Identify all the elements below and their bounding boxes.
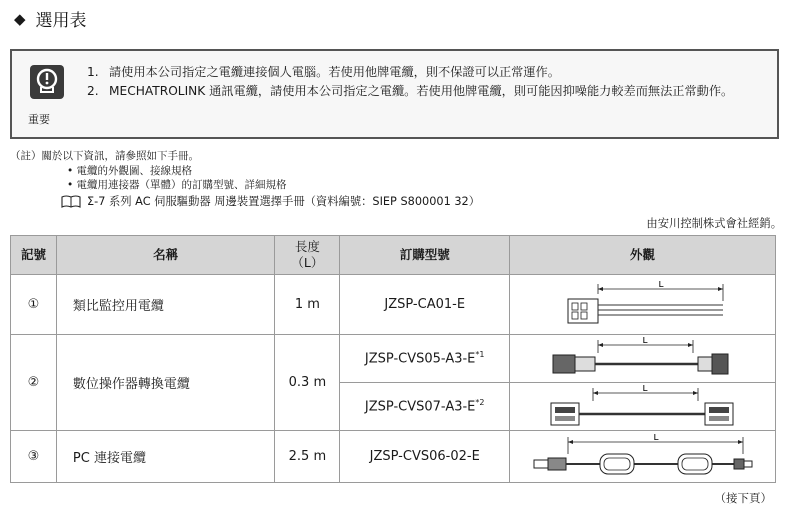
row-name: PC 連接電纜: [56, 431, 275, 483]
row-name: 數位操作器轉換電纜: [56, 335, 275, 431]
dimension-label: L: [642, 336, 648, 346]
cable-image-cell: [510, 431, 776, 483]
footnote-mark: *1: [475, 350, 485, 360]
row-length: 1 m: [275, 275, 340, 335]
pc-cable-image: [528, 434, 758, 480]
cable-image-cell: [510, 383, 776, 431]
note-item: [87, 63, 767, 82]
dimension-label: L: [658, 280, 664, 290]
table-header-row: [11, 236, 776, 275]
note-text: MECHATROLINK 通訊電纜，請使用本公司指定之電纜。若使用他牌電纜，則可能因抑噪能力較差而無法正常動作。: [109, 84, 734, 98]
row-name: 類比監控用電纜: [56, 275, 275, 335]
row-id: ①: [11, 275, 57, 335]
cable-image-cell: [510, 335, 776, 383]
important-label: 重要: [28, 113, 50, 126]
row-id: ③: [11, 431, 57, 483]
header-id: 記號: [11, 236, 57, 275]
cable-image-cell: [510, 275, 776, 335]
manual-reference: [10, 195, 480, 210]
header-model: 訂購型號: [340, 236, 510, 275]
continued-note: （接下頁）: [714, 491, 772, 505]
table-row: [11, 431, 776, 483]
table-row: [11, 335, 776, 383]
row-model: JZSP-$CVS05-A3-E^{*1}$: [340, 335, 510, 383]
analog-monitor-cable-image: [553, 281, 733, 329]
section-title: [14, 6, 87, 31]
remarks-intro: （註）關於以下資訊，請參照如下手冊。: [10, 150, 199, 162]
book-icon: [61, 195, 81, 208]
header-name: 名稱: [56, 236, 275, 275]
diamond-bullet-icon: ◆: [14, 9, 26, 28]
remarks-bullet: • 電纜的外觀圖、接線規格: [67, 164, 193, 177]
note-number: 2.: [87, 84, 99, 98]
dimension-label: L: [653, 433, 659, 443]
remarks: [10, 149, 480, 209]
row-model: JZSP-CVS06-02-E: [340, 431, 510, 483]
dimension-label: L: [642, 384, 648, 394]
note-text: 請使用本公司指定之電纜連接個人電腦。若使用他牌電纜，則不保證可以正常運作。: [109, 65, 560, 79]
table-row: [11, 275, 776, 335]
row-length: 0.3 m: [275, 335, 340, 431]
row-model: JZSP-$CVS07-A3-E^{*2}$: [340, 383, 510, 431]
manual-text: Σ-7 系列 AC 伺服驅動器 周邊裝置選擇手冊（資料編號：SIEP S800001 32）: [87, 194, 481, 208]
important-warning-icon: [30, 65, 64, 99]
important-box: [10, 49, 779, 139]
header-length: 長度（L）: [275, 236, 340, 275]
remarks-bullet: • 電纜用連接器（單體）的訂購型號、詳細規格: [67, 179, 287, 191]
footnote-mark: *2: [475, 398, 485, 408]
row-model: JZSP-CA01-E: [340, 275, 510, 335]
option-table: [10, 235, 776, 483]
distributor-note: 由安川控制株式會社經銷。: [646, 217, 782, 230]
note-item: [87, 82, 767, 101]
operator-cable-image-1: [543, 337, 743, 381]
header-appearance: 外觀: [510, 236, 776, 275]
row-id: ②: [11, 335, 57, 431]
operator-cable-image-2: [543, 385, 743, 429]
section-title-text: 選用表: [35, 11, 87, 31]
note-number: 1.: [87, 65, 99, 79]
row-length: 2.5 m: [275, 431, 340, 483]
